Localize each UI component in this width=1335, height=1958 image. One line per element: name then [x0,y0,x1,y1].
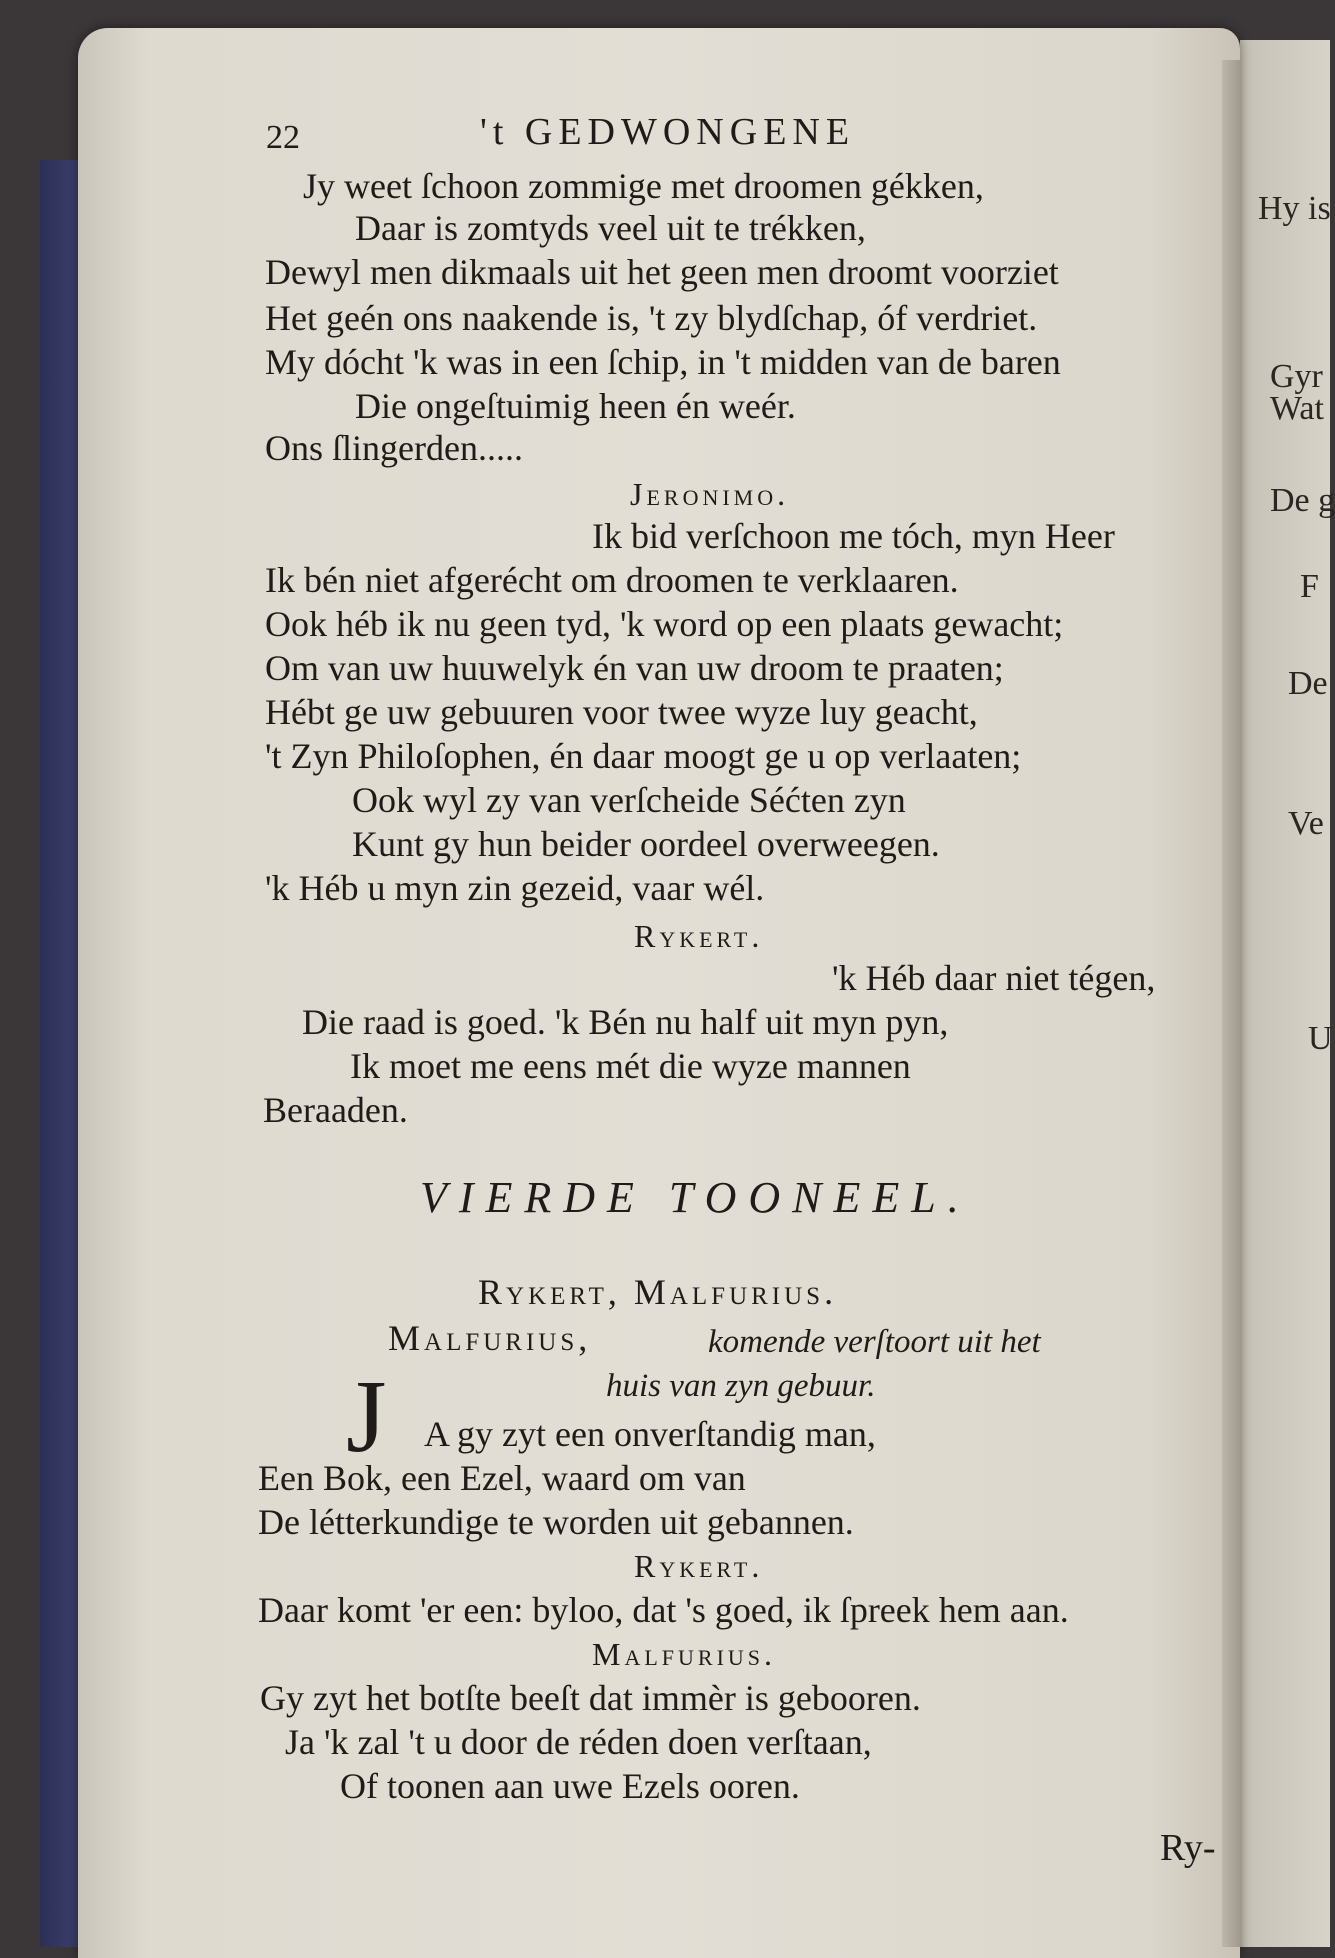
facing-page [1240,40,1335,1947]
scene-title: VIERDE TOONEEL. [420,1173,971,1222]
verse-line: 'k Héb u myn zin gezeid, vaar wél. [265,868,765,908]
facing-page-fragment: Gyr [1270,358,1323,395]
cast-list: Rykert, Malfurius. [478,1272,838,1312]
verse-line: Daar is zomtyds veel uit te trékken, [355,208,866,248]
facing-page-fragment: Wat [1270,390,1324,427]
verse-line: Die ongeſtuimig heen én weér. [355,386,796,426]
verse-line: Ook héb ik nu geen tyd, 'k word op een plaats gewacht; [265,604,1064,644]
verse-line: Beraaden. [263,1090,408,1130]
verse-line: Hébt ge uw gebuuren voor twee wyze luy geacht, [265,692,978,732]
facing-page-fragment: U [1308,1020,1333,1057]
verse-line: Gy zyt het botſte beeſt dat immèr is gebooren. [260,1678,921,1718]
stage-direction: huis van zyn gebuur. [606,1368,876,1404]
verse-line: Ja 'k zal 't u door de réden doen verſtaan, [285,1722,872,1762]
verse-line: De létterkundige te worden uit gebannen. [258,1502,854,1542]
verse-line: Ik bid verſchoon me tóch, myn Heer [592,516,1115,556]
verse-line: 't Zyn Philoſophen, én daar moogt ge u op verlaaten; [265,736,1022,776]
verse-line: Jy weet ſchoon zommige met droomen gékken, [303,166,984,206]
verse-line: Ik bén niet afgerécht om droomen te verklaaren. [265,560,959,600]
page-gutter [1222,60,1242,1947]
verse-line: Een Bok, een Ezel, waard om van [258,1458,746,1498]
verse-line: A gy zyt een onverſtandig man, [424,1414,876,1454]
speaker-name: Malfurius. [592,1636,777,1672]
speaker-name: Malfurius, [388,1318,592,1358]
drop-cap: J [346,1359,387,1474]
page-number: 22 [266,119,300,156]
verse-line: Het geén ons naakende is, 't zy blydſchap, óf verdriet. [265,298,1038,338]
verse-line: Om van uw huuwelyk én van uw droom te praaten; [265,648,1004,688]
verse-line: Of toonen aan uwe Ezels ooren. [340,1766,800,1806]
facing-page-fragment: De g [1270,482,1335,519]
stage-direction: komende verſtoort uit het [708,1324,1041,1360]
facing-page-fragment: F [1300,568,1319,605]
verse-line: Ons ſlingerden..... [265,428,523,468]
facing-page-fragment: Ve [1288,805,1324,842]
verse-line: Ik moet me eens mét die wyze mannen [350,1046,911,1086]
facing-page-fragment: De [1288,665,1328,702]
running-title: 't GEDWONGENE [480,111,856,153]
speaker-name: Jeronimo. [630,476,790,512]
verse-line: Dewyl men dikmaals uit het geen men droomt voorziet [265,252,1059,292]
verse-line: Kunt gy hun beider oordeel overweegen. [352,824,940,864]
verse-line: 'k Héb daar niet tégen, [832,958,1156,998]
speaker-name: Rykert. [634,1548,764,1584]
verse-line: Die raad is goed. 'k Bén nu half uit myn pyn, [302,1002,949,1042]
verse-line: My dócht 'k was in een ſchip, in 't midden van de baren [265,342,1061,382]
verse-line: Ook wyl zy van verſcheide Séćten zyn [352,780,906,820]
catchword: Ry- [1160,1827,1216,1869]
verse-line: Daar komt 'er een: byloo, dat 's goed, ik ſpreek hem aan. [258,1590,1069,1630]
facing-page-fragment: Hy is [1258,190,1331,227]
speaker-name: Rykert. [634,918,764,954]
